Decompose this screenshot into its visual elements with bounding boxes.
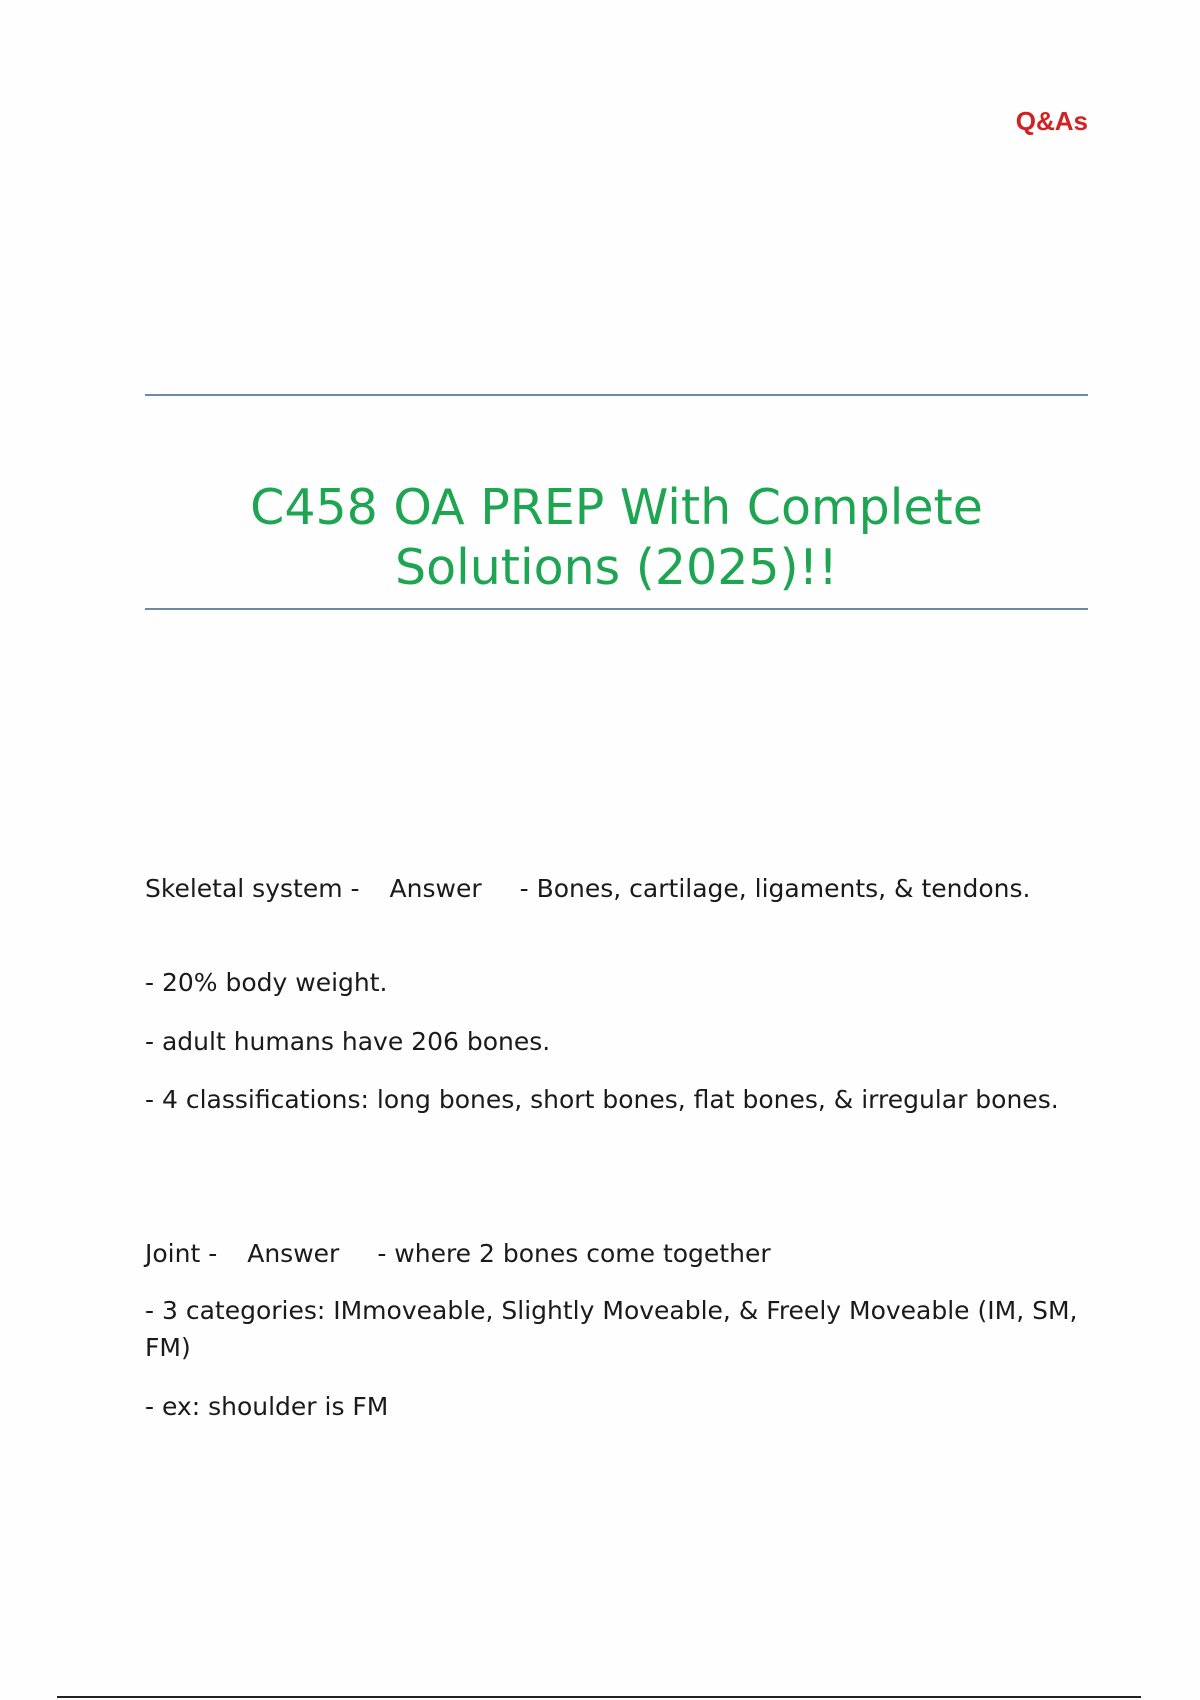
qa-term: Joint - [145,1239,218,1268]
title-bottom-rule [145,608,1088,610]
qa-note: - 4 classifications: long bones, short bones, flat bones, & irregular bones. [145,1085,1059,1114]
qa-answer: - where 2 bones come together [377,1239,771,1268]
qa-question [145,1235,1090,1272]
qa-question [145,870,1090,907]
title-line-1: C458 OA PREP With Complete [250,479,983,536]
document-title [145,478,1088,598]
qa-term: Skeletal system - [145,874,360,903]
footer-rule [57,1696,1141,1698]
qa-note: - ex: shoulder is FM [145,1392,389,1421]
title-line-2: Solutions (2025)!! [395,539,838,596]
answer-label: Answer [389,874,482,903]
answer-label: Answer [247,1239,340,1268]
title-top-rule [145,394,1088,396]
qa-answer: - Bones, cartilage, ligaments, & tendons. [519,874,1031,903]
qa-note: - 3 categories: IMmoveable, Slightly Moveable, & Freely Moveable (IM, SM, FM) [145,1296,1078,1362]
qas-badge: Q&As [1015,106,1088,136]
qa-note: - adult humans have 206 bones. [145,1027,551,1056]
qa-note: - 20% body weight. [145,968,388,997]
